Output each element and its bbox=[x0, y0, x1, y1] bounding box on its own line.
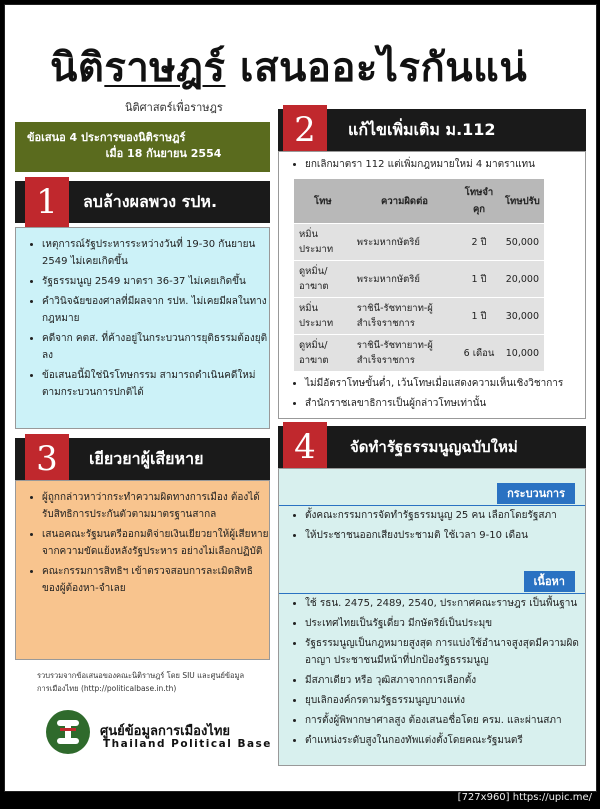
table-cell: พระมหากษัตริย์ bbox=[352, 261, 458, 298]
list-item: • คณะกรรมการสิทธิฯ เข้าตรวจสอบการละเมิดสิทธิของผู้ต้องหา-จำเลย bbox=[42, 563, 269, 597]
list-item: • เสนอคณะรัฐมนตรีออกมติจ่ายเงินเยียวยาให้ผู้เสียหายจากความขัดแย้งหลังรัฐประหาร อย่างไม่เลือกปฏิบัติ bbox=[42, 526, 269, 560]
list-item: • ประเทศไทยเป็นรัฐเดี่ยว มีกษัตริย์เป็นประมุข bbox=[305, 615, 595, 632]
section1-title: ลบล้างผลพวง รปห. bbox=[83, 191, 218, 211]
list-item: • คดีจาก คตส. ที่ค้างอยู่ในกระบวนการยุติธรรมต้องยุติลง bbox=[42, 330, 269, 364]
table-header: ความผิดต่อ bbox=[352, 179, 458, 224]
table-header: โทษปรับ bbox=[501, 179, 544, 224]
table-cell: 50,000 bbox=[501, 224, 544, 261]
section2-intro-list bbox=[279, 156, 585, 173]
logo-thai-name: ศูนย์ข้อมูลการเมืองไทย bbox=[100, 724, 231, 739]
list-item: • รัฐธรรมนูญ 2549 มาตรา 36-37 ไม่เคยเกิดขึ้น bbox=[42, 273, 269, 290]
process-tag: กระบวนการ bbox=[497, 483, 575, 504]
page-subtitle: นิติศาสตร์เพื่อราษฎร bbox=[125, 101, 223, 114]
section3-panel bbox=[15, 480, 270, 660]
list-item: • ไม่มีอัตราโทษขั้นต่ำ, เว้นโทษเมื่อแสดงความเห็นเชิงวิชาการ bbox=[305, 375, 585, 392]
banner-date: เมื่อ 18 กันยายน 2554 bbox=[105, 147, 222, 160]
list-item: • เหตุการณ์รัฐประหารระหว่างวันที่ 19-30 กันยายน 2549 ไม่เคยเกิดขึ้น bbox=[42, 236, 269, 270]
table-header: โทษจำคุก bbox=[457, 179, 500, 224]
table-cell: ราชินี-รัชทายาท-ผู้สำเร็จราชการ bbox=[352, 298, 458, 335]
table-cell: 30,000 bbox=[501, 298, 544, 335]
section2-notes-list bbox=[279, 375, 585, 412]
list-item: • มีสภาเดียว หรือ วุฒิสภาจากการเลือกตั้ง bbox=[305, 672, 595, 689]
list-item: • ตั้งคณะกรรมการจัดทำรัฐธรรมนูญ 25 คน เลือกโดยรัฐสภา bbox=[305, 507, 557, 524]
table-row bbox=[294, 224, 544, 261]
table-cell: 20,000 bbox=[501, 261, 544, 298]
list-item: • สำนักราชเลขาธิการเป็นผู้กล่าวโทษเท่านั้น bbox=[305, 395, 585, 412]
table-cell: ดูหมิ่น/อาฆาต bbox=[294, 335, 352, 372]
banner-line1: ข้อเสนอ 4 ประการของนิติราษฎร์ bbox=[27, 131, 186, 144]
section3-number: 3 bbox=[25, 434, 69, 484]
list-item: • ยกเลิกมาตรา 112 แต่เพิ่มกฎหมายใหม่ 4 มาตราแทน bbox=[305, 156, 585, 173]
table-row bbox=[294, 298, 544, 335]
source-line2: การเมืองไทย (http://politicalbase.in.th) bbox=[37, 684, 177, 693]
list-item: • ให้ประชาชนออกเสียงประชามติ ใช้เวลา 9-10 เดือน bbox=[305, 527, 557, 544]
title-part-rat: ราษฎร์ bbox=[104, 45, 226, 91]
table-cell: พระมหากษัตริย์ bbox=[352, 224, 458, 261]
content-list bbox=[279, 595, 595, 752]
section4-panel bbox=[278, 468, 586, 766]
list-item: • ยุบเลิกองค์กรตามรัฐธรรมนูญบางแห่ง bbox=[305, 692, 595, 709]
watermark: [727x960] https://upic.me/ bbox=[457, 792, 592, 803]
section3-list bbox=[16, 489, 269, 597]
table-cell: 6 เดือน bbox=[457, 335, 500, 372]
section2-number: 2 bbox=[283, 105, 327, 155]
section1-panel bbox=[15, 227, 270, 429]
table-cell: 1 ปี bbox=[457, 261, 500, 298]
process-divider bbox=[279, 505, 585, 506]
list-item: • การตั้งผู้พิพากษาศาลสูง ต้องเสนอชื่อโดย ครม. และผ่านสภา bbox=[305, 712, 595, 729]
list-item: • รัฐธรรมนูญเป็นกฎหมายสูงสุด การแบ่งใช้อำนาจสูงสุดมีความผิดอาญา ประชาชนมีหน้าที่ปกป้องรัฐธรรมนูญ bbox=[305, 635, 595, 669]
page-title bbox=[50, 35, 527, 99]
section1-list bbox=[16, 236, 269, 401]
table-row bbox=[294, 335, 544, 372]
table-cell: ดูหมิ่น/อาฆาต bbox=[294, 261, 352, 298]
list-item: • ข้อเสนอนี้มิใช่นิรโทษกรรม สามารถดำเนินคดีใหม่ตามกระบวนการปกติได้ bbox=[42, 367, 269, 401]
table-header-row bbox=[294, 179, 544, 224]
table-row bbox=[294, 261, 544, 298]
table-header: โทษ bbox=[294, 179, 352, 224]
section1-number: 1 bbox=[25, 177, 69, 227]
table-cell: ราชินี-รัชทายาท-ผู้สำเร็จราชการ bbox=[352, 335, 458, 372]
table-cell: 1 ปี bbox=[457, 298, 500, 335]
table-cell: 10,000 bbox=[501, 335, 544, 372]
infographic-page bbox=[4, 4, 597, 792]
list-item: • ผู้ถูกกล่าวหาว่ากระทำความผิดทางการเมือง ต้องได้รับสิทธิการประกันตัวตามมาตรฐานสากล bbox=[42, 489, 269, 523]
proposal-banner bbox=[15, 122, 270, 172]
section4-number: 4 bbox=[283, 422, 327, 472]
logo-english-name: Thailand Political Base bbox=[103, 738, 272, 750]
source-line1: รวบรวมจากข้อเสนอของคณะนิติราษฎร์ โดย SIU และศูนย์ข้อมูล bbox=[37, 671, 245, 680]
content-divider bbox=[279, 593, 585, 594]
process-list bbox=[279, 507, 557, 547]
source-credit bbox=[37, 669, 244, 695]
list-item: • คำวินิจฉัยของศาลที่มีผลจาก รปห. ไม่เคยมีผลในทางกฎหมาย bbox=[42, 293, 269, 327]
title-part-niti: นิติ bbox=[50, 45, 105, 91]
table-cell: หมิ่นประมาท bbox=[294, 224, 352, 261]
table-cell: หมิ่นประมาท bbox=[294, 298, 352, 335]
phone-flag-logo-icon bbox=[45, 709, 91, 755]
section2-title: แก้ไขเพิ่มเติม ม.112 bbox=[348, 119, 496, 139]
title-part-question: เสนออะไรกันแน่ bbox=[225, 45, 528, 91]
section4-title: จัดทำรัฐธรรมนูญฉบับใหม่ bbox=[350, 438, 518, 456]
list-item: • ตำแหน่งระดับสูงในกองทัพแต่งตั้งโดยคณะรัฐมนตรี bbox=[305, 732, 595, 749]
section3-title: เยียวยาผู้เสียหาย bbox=[89, 448, 204, 468]
penalty-table bbox=[294, 179, 544, 371]
content-tag: เนื้อหา bbox=[524, 571, 575, 592]
section2-panel bbox=[278, 151, 586, 419]
list-item: • ใช้ รธน. 2475, 2489, 2540, ประกาศคณะราษฎร เป็นพื้นฐาน bbox=[305, 595, 595, 612]
table-cell: 2 ปี bbox=[457, 224, 500, 261]
